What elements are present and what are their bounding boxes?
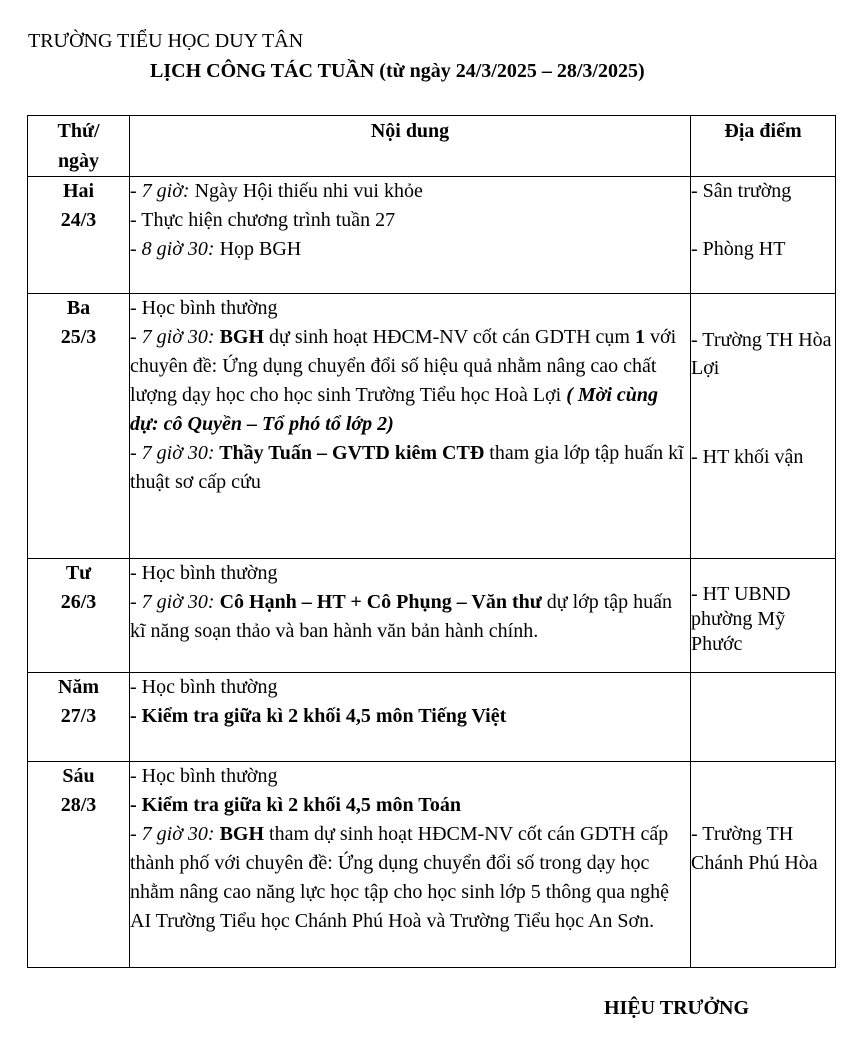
- activity-line: - Kiểm tra giữa kì 2 khối 4,5 môn Tiếng Việt: [130, 705, 507, 727]
- table-row: [28, 559, 836, 673]
- document-title: LỊCH CÔNG TÁC TUẦN (từ ngày 24/3/2025 – 28/3/2025): [150, 60, 645, 82]
- header-day: Thứ/ ngày: [28, 116, 130, 177]
- day-cell-wed: Tư 26/3: [28, 559, 130, 673]
- table-row: [28, 294, 836, 559]
- activity-line: - 8 giờ 30: Họp BGH: [130, 238, 302, 260]
- school-name: TRƯỜNG TIỂU HỌC DUY TÂN: [28, 30, 304, 52]
- activity-line: - 7 giờ: Ngày Hội thiếu nhi vui khỏe: [130, 180, 423, 202]
- content-cell-mon: [130, 177, 691, 294]
- signature-title: HIỆU TRƯỞNG: [604, 997, 750, 1019]
- content-cell-thu: [130, 673, 691, 762]
- activity-line: - 7 giờ 30: Cô Hạnh – HT + Cô Phụng – Văn thư dự lớp tập huấn kĩ năng soạn thảo và ban hành văn bản hành chính.: [130, 591, 673, 642]
- activity-line: - Học bình thường: [130, 765, 278, 787]
- day-cell-fri: Sáu 28/3: [28, 762, 130, 968]
- day-cell-mon: Hai 24/3: [28, 177, 130, 294]
- activity-line: - Học bình thường: [130, 562, 278, 584]
- activity-line: - Học bình thường: [130, 297, 278, 319]
- activity-line: - 7 giờ 30: Thầy Tuấn – GVTD kiêm CTĐ tham gia lớp tập huấn kĩ thuật sơ cấp cứu: [130, 442, 684, 493]
- place-cell-tue: - Trường TH Hòa Lợi - HT khối vận: [691, 294, 836, 559]
- header-content: Nội dung: [130, 116, 691, 177]
- place-cell-mon: - Sân trường - Phòng HT: [691, 177, 836, 294]
- header-place: Địa điểm: [691, 116, 836, 177]
- place-cell-thu: [691, 673, 836, 762]
- table-row: [28, 177, 836, 294]
- activity-line: - Thực hiện chương trình tuần 27: [130, 209, 396, 231]
- table-row: [28, 673, 836, 762]
- place-cell-wed: - HT UBND phường Mỹ Phước: [691, 559, 836, 673]
- day-cell-thu: Năm 27/3: [28, 673, 130, 762]
- content-cell-tue: [130, 294, 691, 559]
- content-cell-fri: [130, 762, 691, 968]
- activity-line: - 7 giờ 30: BGH tham dự sinh hoạt HĐCM-NV cốt cán GDTH cấp thành phố với chuyên đề: Ứng dụng chuyển đổi số trong dạy học nhằm nâng cao năng lực học tập cho học sinh lớp 5 thông qua nghệ AI Trường Tiểu học Chánh Phú Hoà và Trường Tiểu học An Sơn.: [130, 823, 670, 932]
- content-cell-wed: [130, 559, 691, 673]
- place-cell-fri: - Trường TH Chánh Phú Hòa: [691, 762, 836, 968]
- activity-line: - Kiểm tra giữa kì 2 khối 4,5 môn Toán: [130, 794, 461, 816]
- activity-line: - 7 giờ 30: BGH dự sinh hoạt HĐCM-NV cốt cán GDTH cụm 1 với chuyên đề: Ứng dụng chuyển đổi số hiệu quả nhằm nâng cao chất lượng dạy học cho học sinh Trường Tiểu học Hoà Lợi ( Mời cùng dự: cô Quyền – Tổ phó tổ lớp 2): [130, 326, 677, 435]
- schedule-table: [27, 115, 836, 968]
- activity-line: - Học bình thường: [130, 676, 278, 698]
- day-cell-tue: Ba 25/3: [28, 294, 130, 559]
- table-row: [28, 762, 836, 968]
- table-header-row: [28, 116, 836, 177]
